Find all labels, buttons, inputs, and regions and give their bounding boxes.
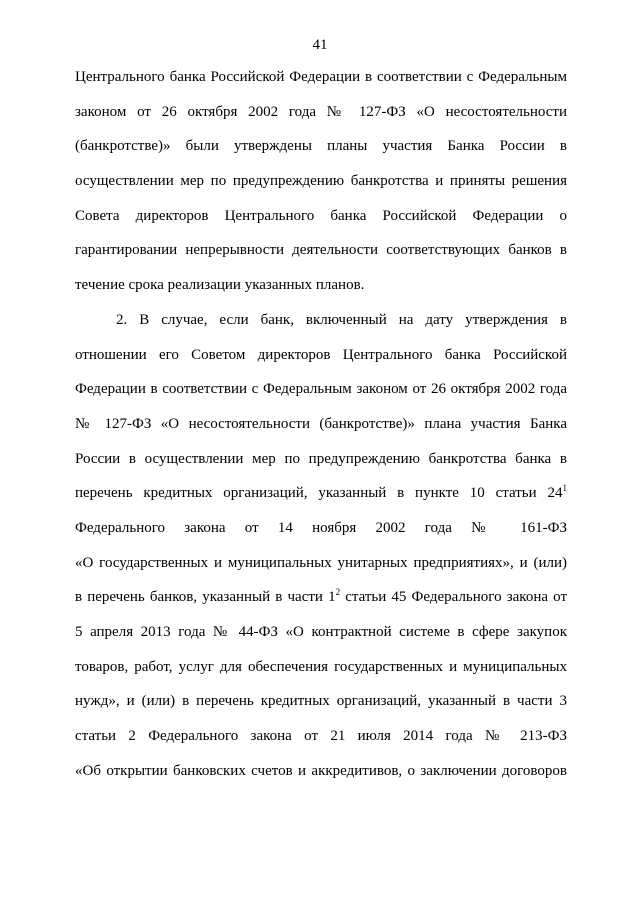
- text-line: «Об открытии банковских счетов и аккредитивов, о заключении договоров: [75, 762, 567, 779]
- text-line: статьи 2 Федерального закона от 21 июля 2014 года № 213-ФЗ: [75, 728, 567, 745]
- text-line: (банкротстве)» были утверждены планы участия Банка России в: [75, 138, 567, 155]
- text-segment: перечень кредитных организаций, указанный в пункте 10 статьи 24: [75, 485, 563, 502]
- text-line: гарантировании непрерывности деятельности соответствующих банков в: [75, 242, 567, 259]
- page-number: 41: [312, 37, 328, 53]
- text-line: Совета директоров Центрального банка Российской Федерации о: [75, 207, 567, 224]
- paragraph-end-line: течение срока реализации указанных планов.: [75, 277, 365, 294]
- text-line: нужд», и (или) в перечень кредитных организаций, указанный в части 3: [75, 693, 567, 710]
- text-line: законом от 26 октября 2002 года № 127-ФЗ «О несостоятельности: [75, 103, 567, 120]
- superscript: 2: [335, 587, 341, 598]
- text-line-with-superscript: [75, 580, 567, 615]
- paragraph-start-line: 2. В случае, если банк, включенный на дату утверждения в: [116, 311, 567, 328]
- text-line: отношении его Советом директоров Центрального банка Российской: [75, 346, 567, 363]
- text-line: «О государственных и муниципальных унитарных предприятиях», и (или): [75, 554, 567, 571]
- text-line-with-superscript: [75, 476, 567, 511]
- text-line: 5 апреля 2013 года № 44-ФЗ «О контрактной системе в сфере закупок: [75, 624, 567, 640]
- document-body: [75, 60, 567, 788]
- text-line: товаров, работ, услуг для обеспечения государственных и муниципальных: [75, 658, 567, 675]
- text-line: Федерации в соответствии с Федеральным законом от 26 октября 2002 года: [75, 381, 567, 398]
- text-line: Федерального закона от 14 ноября 2002 года № 161-ФЗ: [75, 519, 567, 536]
- text-segment: статьи 45 Федерального закона от: [340, 589, 567, 606]
- text-line: России в осуществлении мер по предупреждению банкротства банка в: [75, 450, 567, 467]
- text-segment: в перечень банков, указанный в части 1: [75, 589, 336, 606]
- text-line: № 127-ФЗ «О несостоятельности (банкротстве)» плана участия Банка: [75, 415, 567, 432]
- text-line: осуществлении мер по предупреждению банкротства и приняты решения: [75, 173, 567, 190]
- text-line: Центрального банка Российской Федерации в соответствии с Федеральным: [75, 69, 567, 85]
- superscript: 1: [562, 483, 567, 494]
